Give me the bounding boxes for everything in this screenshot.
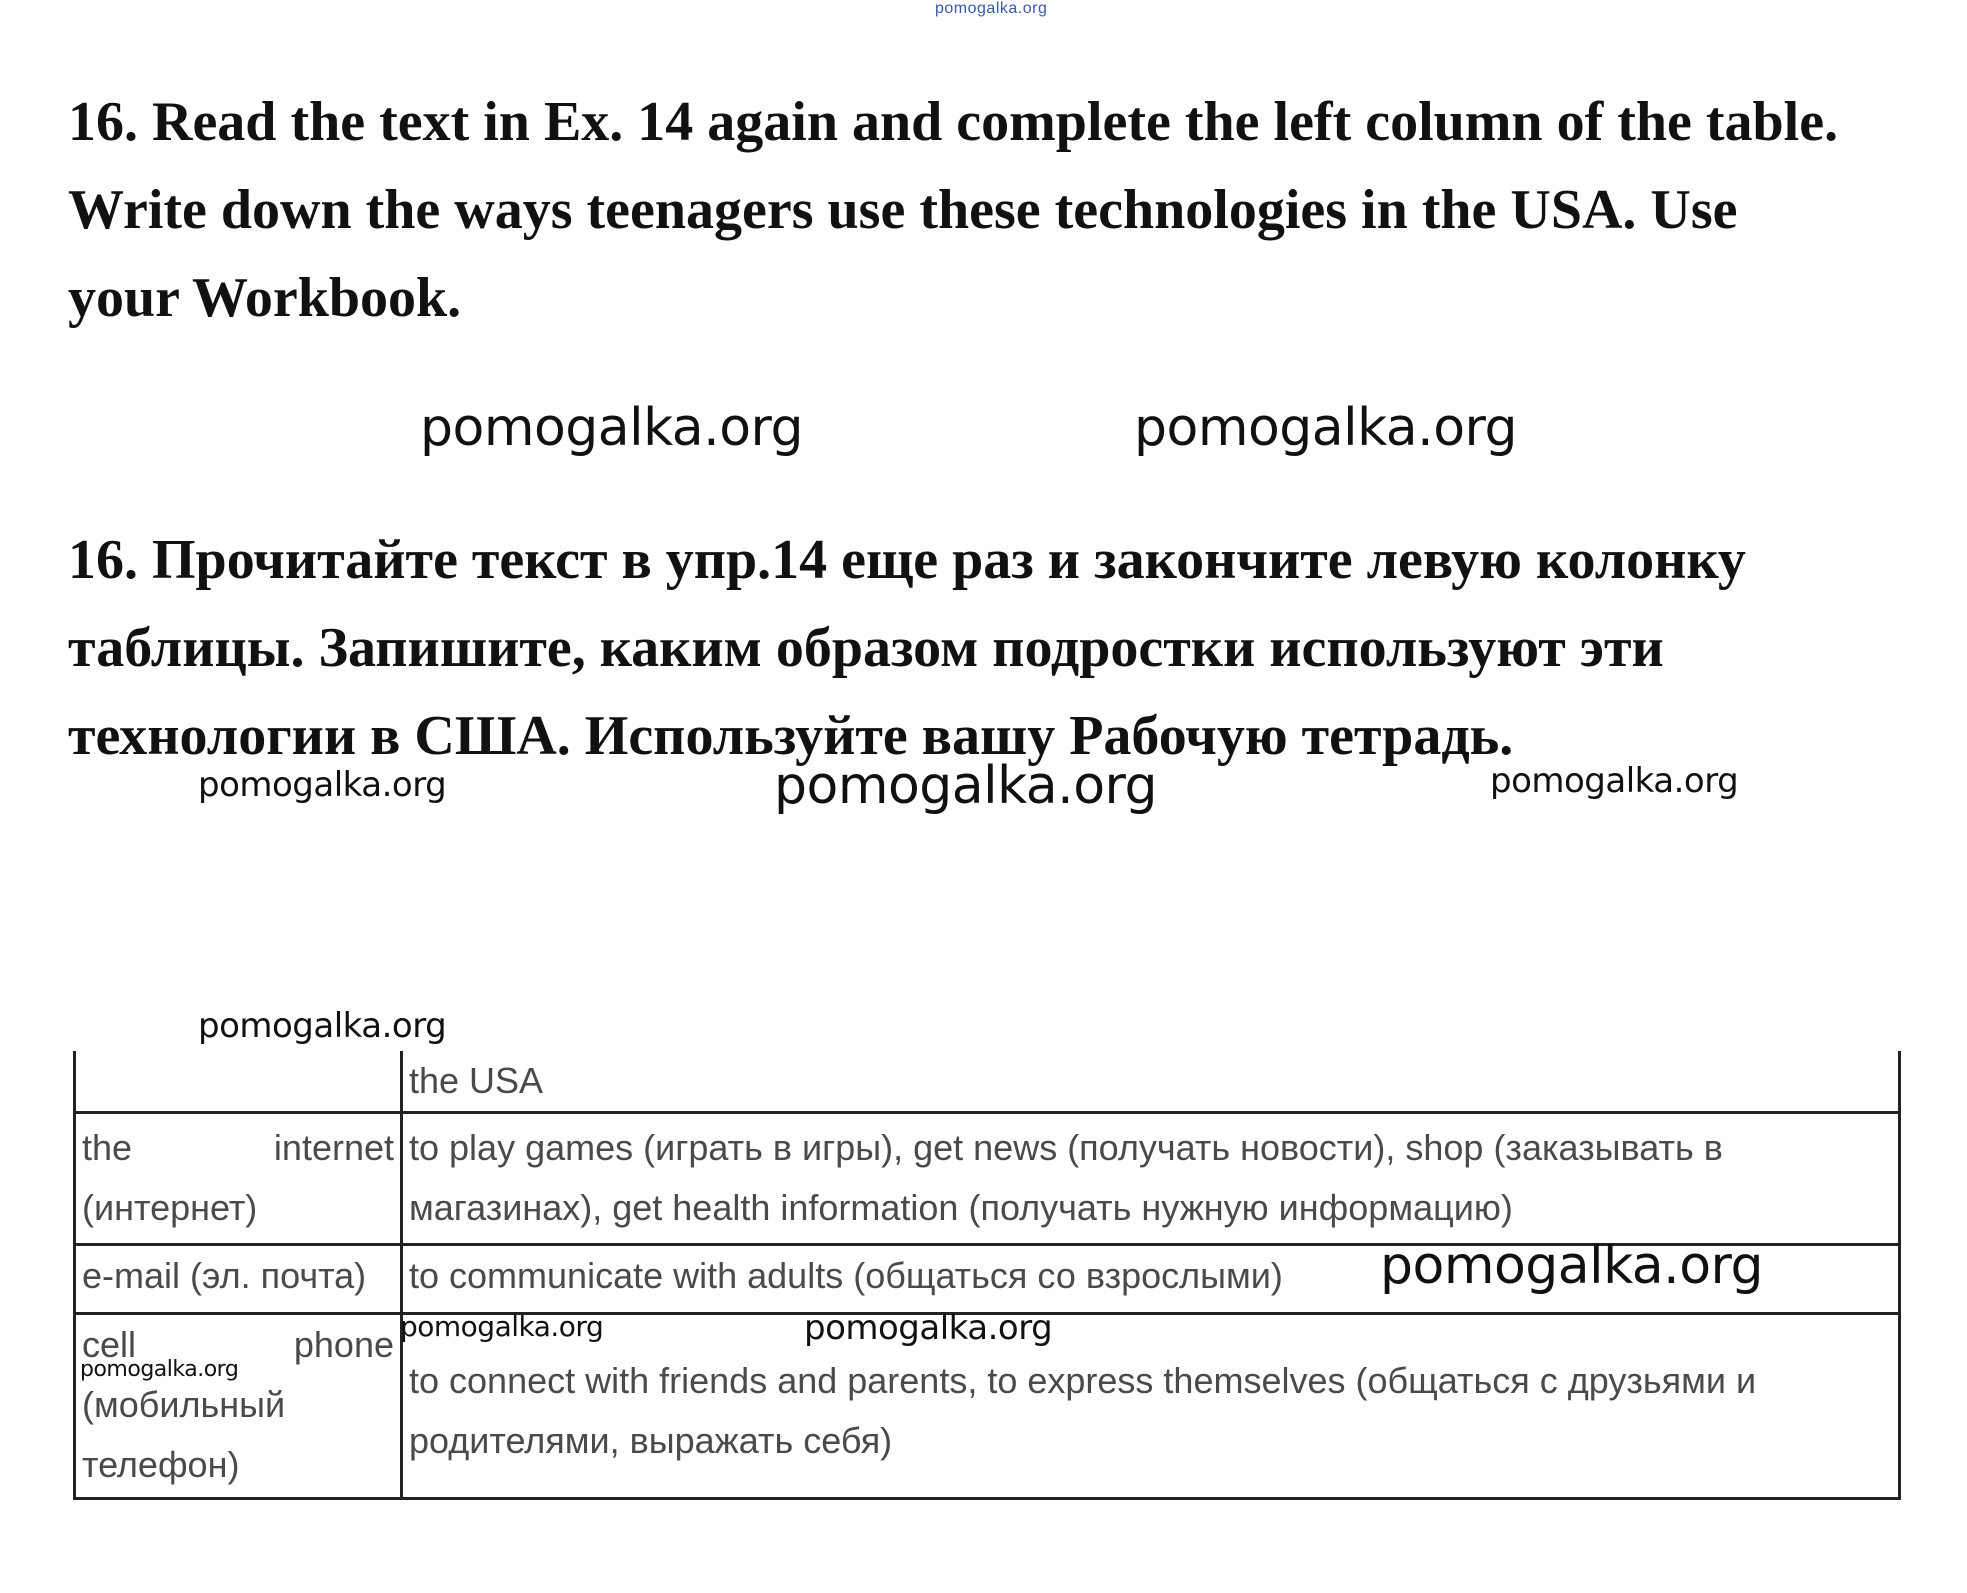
watermark: pomogalka.org: [1134, 398, 1517, 458]
technology-label-part: phone: [293, 1324, 394, 1365]
technology-label-part: the: [82, 1127, 133, 1168]
watermark: pomogalka.org: [804, 1308, 1053, 1348]
watermark: pomogalka.org: [400, 1310, 604, 1343]
watermark: pomogalka.org: [80, 1357, 239, 1382]
table-cell-usage: to communicate with adults (общаться со взрослыми): [402, 1245, 1900, 1314]
table-cell-technology: [75, 1314, 402, 1499]
watermark: pomogalka.org: [774, 756, 1157, 816]
table-header-cell: the USA: [402, 1051, 1900, 1113]
watermark: pomogalka.org: [198, 1006, 447, 1046]
watermark: pomogalka.org: [1490, 761, 1739, 801]
technology-label-part: internet: [273, 1127, 394, 1168]
watermark: pomogalka.org: [420, 398, 803, 458]
usage-text: to connect with friends and parents, to express themselves (общаться с друзьями и родителями, выражать себя): [409, 1360, 1757, 1461]
table-cell-technology: e-mail (эл. почта): [75, 1245, 402, 1314]
table-row: [75, 1113, 1900, 1245]
technology-label-part: (интернет): [82, 1187, 258, 1228]
task-text-russian: 16. Прочитайте текст в упр.14 еще раз и закончите левую колонку таблицы. Запишите, каким образом подростки используют эти технологии в США. Используйте вашу Рабочую тетрадь.: [68, 529, 1746, 767]
top-watermark: pomogalka.org: [935, 0, 1048, 17]
technology-label-part: (мобильный телефон): [82, 1384, 286, 1485]
table-cell-usage: [402, 1314, 1900, 1499]
table-cell-usage: to play games (играть в игры), get news (получать новости), shop (заказывать в магазинах), get health information (получать нужную информацию): [402, 1113, 1900, 1245]
technology-label-part: cell: [82, 1324, 137, 1365]
table-cell: [75, 1051, 402, 1113]
watermark: pomogalka.org: [1380, 1236, 1763, 1296]
table-cell-technology: [75, 1113, 402, 1245]
watermark: pomogalka.org: [198, 765, 447, 805]
task-text-english: 16. Read the text in Ex. 14 again and complete the left column of the table. Write down the ways teenagers use these technologies in the USA. Use your Workbook.: [68, 91, 1839, 329]
table-header-row: [75, 1051, 1900, 1113]
